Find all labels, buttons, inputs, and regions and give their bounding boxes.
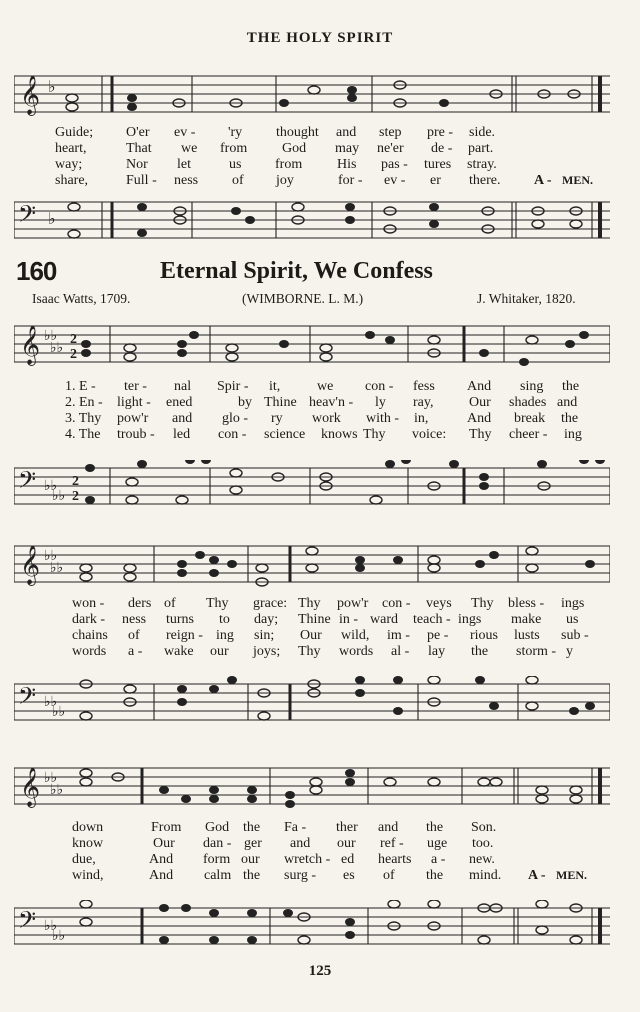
lyric-line bbox=[0, 852, 640, 868]
syllable: ry bbox=[271, 411, 283, 426]
syllable: let bbox=[177, 157, 191, 172]
syllable: ward bbox=[370, 612, 398, 627]
page-number: 125 bbox=[308, 963, 332, 979]
syllable: Spir - bbox=[217, 379, 249, 394]
bass-staff-system0 bbox=[14, 194, 610, 244]
syllable: lay bbox=[428, 644, 446, 659]
syllable: Our bbox=[300, 628, 322, 643]
svg-text:♭♭: ♭♭ bbox=[50, 341, 64, 356]
syllable: it, bbox=[269, 379, 281, 394]
syllable: His bbox=[337, 157, 357, 172]
svg-text:𝄞: 𝄞 bbox=[20, 75, 41, 115]
syllable: ing bbox=[216, 628, 234, 643]
svg-text:𝄢: 𝄢 bbox=[18, 684, 37, 715]
svg-text:♭♭: ♭♭ bbox=[50, 783, 64, 798]
syllable: a - bbox=[431, 852, 446, 867]
syllable: ness bbox=[174, 173, 199, 188]
syllable: of bbox=[164, 596, 176, 611]
syllable: make bbox=[511, 612, 542, 627]
tune-name: (WIMBORNE. L. M.) bbox=[242, 291, 364, 306]
syllable: our bbox=[337, 836, 356, 851]
syllable: rious bbox=[470, 628, 498, 643]
syllable: veys bbox=[426, 596, 452, 611]
syllable: break bbox=[514, 411, 546, 426]
syllable: part. bbox=[468, 141, 494, 156]
treble-staff-system2 bbox=[14, 538, 610, 588]
syllable: ings bbox=[458, 612, 482, 627]
syllable: the bbox=[426, 868, 444, 883]
syllable: Full - bbox=[126, 173, 157, 188]
syllable: God bbox=[205, 820, 230, 835]
bass-staff-system2 bbox=[14, 676, 610, 726]
syllable: from bbox=[275, 157, 303, 172]
syllable: light - bbox=[117, 395, 151, 410]
syllable: led bbox=[173, 427, 191, 442]
syllable: and bbox=[557, 395, 578, 410]
svg-text:𝄞: 𝄞 bbox=[20, 547, 41, 584]
syllable: A - bbox=[534, 173, 552, 188]
syllable: calm bbox=[204, 868, 232, 883]
syllable: of bbox=[383, 868, 395, 883]
syllable: the bbox=[471, 644, 489, 659]
svg-text:𝄢: 𝄢 bbox=[18, 202, 37, 233]
syllable: ref - bbox=[380, 836, 404, 851]
syllable: mind. bbox=[469, 868, 502, 883]
syllable: ter - bbox=[124, 379, 147, 394]
svg-text:𝄢: 𝄢 bbox=[18, 908, 37, 939]
svg-text:♭♭: ♭♭ bbox=[50, 561, 64, 576]
syllable: for - bbox=[338, 173, 363, 188]
svg-text:♭♭: ♭♭ bbox=[52, 489, 66, 504]
syllable: in - bbox=[339, 612, 359, 627]
lyric-line bbox=[0, 411, 640, 427]
syllable: hearts bbox=[378, 852, 412, 867]
syllable: Thy bbox=[469, 427, 492, 442]
syllable: and bbox=[172, 411, 193, 426]
syllable: by bbox=[238, 395, 252, 410]
syllable: 3. Thy bbox=[65, 411, 102, 426]
syllable: ther bbox=[336, 820, 358, 835]
syllable: 1. E - bbox=[65, 379, 96, 394]
hymn-composer: J. Whitaker, 1820. bbox=[477, 291, 576, 306]
syllable: tures bbox=[424, 157, 452, 172]
syllable: 'ry bbox=[228, 125, 243, 140]
svg-text:♭♭: ♭♭ bbox=[52, 929, 66, 944]
syllable: words bbox=[339, 644, 374, 659]
syllable: From bbox=[151, 820, 182, 835]
syllable: we bbox=[181, 141, 198, 156]
syllable: step bbox=[379, 125, 402, 140]
syllable: know bbox=[72, 836, 104, 851]
syllable: chains bbox=[72, 628, 108, 643]
svg-text:♭♭: ♭♭ bbox=[44, 479, 58, 494]
syllable: grace: bbox=[253, 596, 288, 611]
syllable: y bbox=[566, 644, 573, 659]
syllable: and bbox=[378, 820, 399, 835]
syllable: the bbox=[426, 820, 444, 835]
syllable: too. bbox=[472, 836, 494, 851]
syllable: pow'r bbox=[117, 411, 149, 426]
svg-text:♭♭: ♭♭ bbox=[44, 549, 58, 564]
svg-text:♭: ♭ bbox=[48, 211, 56, 228]
syllable: sub - bbox=[561, 628, 589, 643]
syllable: may bbox=[335, 141, 360, 156]
syllable: con - bbox=[365, 379, 394, 394]
treble-staff-system1 bbox=[14, 318, 610, 368]
syllable: side. bbox=[469, 125, 496, 140]
hymn-number: 160 bbox=[16, 256, 57, 286]
syllable: ev - bbox=[384, 173, 406, 188]
syllable: ger bbox=[244, 836, 262, 851]
syllable: And bbox=[149, 868, 174, 883]
syllable: the bbox=[243, 868, 261, 883]
syllable: al - bbox=[391, 644, 410, 659]
syllable: wake bbox=[164, 644, 194, 659]
syllable: pow'r bbox=[337, 596, 369, 611]
syllable: Our bbox=[469, 395, 491, 410]
lyric-line bbox=[0, 628, 640, 644]
syllable: sing bbox=[520, 379, 544, 394]
syllable: with - bbox=[366, 411, 400, 426]
syllable: And bbox=[149, 852, 174, 867]
syllable: MEN. bbox=[562, 173, 593, 187]
syllable: dark - bbox=[72, 612, 106, 627]
syllable: Guide; bbox=[55, 125, 94, 140]
bass-staff-system1 bbox=[14, 460, 610, 510]
lyric-line bbox=[0, 836, 640, 852]
svg-text:2: 2 bbox=[70, 347, 77, 362]
svg-text:♭♭: ♭♭ bbox=[44, 329, 58, 344]
syllable: and bbox=[290, 836, 311, 851]
syllable: Son. bbox=[471, 820, 497, 835]
syllable: form bbox=[203, 852, 231, 867]
svg-text:2: 2 bbox=[72, 474, 79, 489]
syllable: voice: bbox=[412, 427, 447, 442]
treble-staff-system3 bbox=[14, 760, 610, 810]
syllable: new. bbox=[469, 852, 495, 867]
syllable: Thine bbox=[264, 395, 297, 410]
syllable: stray. bbox=[467, 157, 497, 172]
syllable: Thy bbox=[206, 596, 229, 611]
syllable: there. bbox=[469, 173, 501, 188]
syllable: lusts bbox=[514, 628, 540, 643]
bass-staff-system3 bbox=[14, 900, 610, 950]
syllable: Nor bbox=[126, 157, 148, 172]
syllable: a - bbox=[128, 644, 143, 659]
syllable: of bbox=[232, 173, 244, 188]
syllable: es bbox=[343, 868, 355, 883]
syllable: day; bbox=[254, 612, 279, 627]
syllable: pas - bbox=[381, 157, 408, 172]
syllable: Thine bbox=[298, 612, 331, 627]
syllable: A - bbox=[528, 868, 546, 883]
syllable: and bbox=[336, 125, 357, 140]
lyric-line bbox=[0, 141, 640, 157]
svg-text:♭♭: ♭♭ bbox=[44, 771, 58, 786]
syllable: the bbox=[562, 379, 580, 394]
syllable: con - bbox=[218, 427, 247, 442]
lyric-line bbox=[0, 379, 640, 395]
syllable: us bbox=[229, 157, 242, 172]
svg-text:♭♭: ♭♭ bbox=[44, 695, 58, 710]
syllable: from bbox=[220, 141, 248, 156]
syllable: pre - bbox=[427, 125, 454, 140]
syllable: MEN. bbox=[556, 868, 587, 882]
syllable: ed bbox=[341, 852, 355, 867]
svg-text:𝄞: 𝄞 bbox=[20, 327, 41, 364]
syllable: work bbox=[312, 411, 341, 426]
syllable: thought bbox=[276, 125, 319, 140]
syllable: Thy bbox=[471, 596, 494, 611]
syllable: ing bbox=[564, 427, 582, 442]
syllable: ened bbox=[166, 395, 193, 410]
syllable: our bbox=[241, 852, 260, 867]
syllable: 2. En - bbox=[65, 395, 103, 410]
syllable: ev - bbox=[174, 125, 196, 140]
lyric-line bbox=[0, 820, 640, 836]
svg-text:2: 2 bbox=[72, 489, 79, 504]
syllable: God bbox=[282, 141, 307, 156]
syllable: science bbox=[264, 427, 306, 442]
syllable: pe - bbox=[427, 628, 449, 643]
syllable: O'er bbox=[126, 125, 150, 140]
syllable: joy bbox=[276, 173, 294, 188]
svg-text:♭♭: ♭♭ bbox=[52, 705, 66, 720]
syllable: in, bbox=[414, 411, 429, 426]
syllable: turns bbox=[166, 612, 194, 627]
syllable: troub - bbox=[117, 427, 155, 442]
syllable: the bbox=[243, 820, 261, 835]
syllable: dan - bbox=[203, 836, 232, 851]
syllable: heart, bbox=[55, 141, 87, 156]
syllable: wretch - bbox=[284, 852, 331, 867]
svg-text:𝄢: 𝄢 bbox=[18, 468, 37, 499]
syllable: con - bbox=[382, 596, 411, 611]
syllable: uge bbox=[427, 836, 448, 851]
syllable: And bbox=[467, 379, 492, 394]
section-title: THE HOLY SPIRIT bbox=[246, 30, 394, 46]
syllable: down bbox=[72, 820, 104, 835]
syllable: due, bbox=[72, 852, 96, 867]
svg-text:2: 2 bbox=[70, 332, 77, 347]
syllable: reign - bbox=[166, 628, 203, 643]
syllable: glo - bbox=[222, 411, 249, 426]
lyric-line bbox=[0, 173, 640, 189]
syllable: joys; bbox=[253, 644, 281, 659]
syllable: And bbox=[467, 411, 492, 426]
lyric-line bbox=[0, 644, 640, 660]
syllable: shades bbox=[509, 395, 547, 410]
syllable: our bbox=[210, 644, 229, 659]
syllable: ness bbox=[122, 612, 147, 627]
syllable: bless - bbox=[508, 596, 545, 611]
syllable: Thy bbox=[363, 427, 386, 442]
syllable: Thy bbox=[298, 596, 321, 611]
syllable: Fa - bbox=[284, 820, 307, 835]
syllable: er bbox=[430, 173, 441, 188]
syllable: of bbox=[128, 628, 140, 643]
syllable: fess bbox=[413, 379, 435, 394]
syllable: us bbox=[566, 612, 579, 627]
svg-text:♭: ♭ bbox=[48, 79, 56, 96]
syllable: ray, bbox=[413, 395, 434, 410]
syllable: ings bbox=[561, 596, 585, 611]
lyric-line bbox=[0, 157, 640, 173]
syllable: Our bbox=[153, 836, 175, 851]
syllable: sin; bbox=[254, 628, 275, 643]
lyric-line bbox=[0, 395, 640, 411]
syllable: won - bbox=[72, 596, 105, 611]
treble-staff-system0 bbox=[14, 68, 610, 118]
syllable: to bbox=[219, 612, 230, 627]
lyric-line bbox=[0, 612, 640, 628]
syllable: wild, bbox=[341, 628, 370, 643]
lyric-line bbox=[0, 125, 640, 141]
syllable: 4. The bbox=[65, 427, 101, 442]
syllable: teach - bbox=[413, 612, 451, 627]
syllable: way; bbox=[55, 157, 83, 172]
syllable: de - bbox=[431, 141, 453, 156]
syllable: ders bbox=[128, 596, 152, 611]
lyric-line bbox=[0, 427, 640, 443]
syllable: That bbox=[126, 141, 152, 156]
syllable: wind, bbox=[72, 868, 104, 883]
syllable: the bbox=[561, 411, 579, 426]
syllable: heav'n - bbox=[309, 395, 354, 410]
syllable: im - bbox=[387, 628, 410, 643]
syllable: we bbox=[317, 379, 334, 394]
syllable: Thy bbox=[298, 644, 321, 659]
syllable: ly bbox=[375, 395, 386, 410]
syllable: knows bbox=[321, 427, 358, 442]
hymn-author: Isaac Watts, 1709. bbox=[32, 291, 131, 306]
lyric-line bbox=[0, 868, 640, 884]
syllable: surg - bbox=[284, 868, 317, 883]
syllable: nal bbox=[174, 379, 192, 394]
hymn-title: Eternal Spirit, We Confess bbox=[160, 258, 433, 284]
lyric-line bbox=[0, 596, 640, 612]
svg-text:♭♭: ♭♭ bbox=[44, 919, 58, 934]
syllable: cheer - bbox=[509, 427, 548, 442]
syllable: storm - bbox=[516, 644, 557, 659]
svg-text:𝄞: 𝄞 bbox=[20, 769, 41, 806]
syllable: ne'er bbox=[377, 141, 404, 156]
syllable: share, bbox=[55, 173, 89, 188]
syllable: words bbox=[72, 644, 107, 659]
